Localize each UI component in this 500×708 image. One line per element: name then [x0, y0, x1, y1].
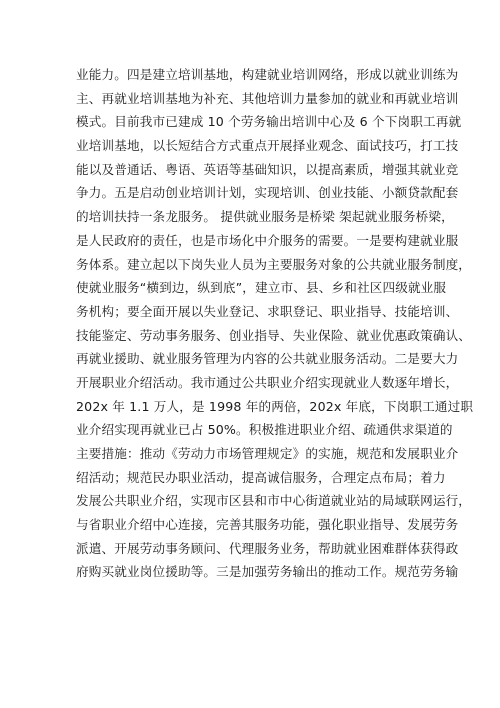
text-line: 的培训扶持一条龙服务。 提供就业服务是桥梁 架起就业服务桥梁， — [76, 209, 454, 225]
text-line: 业介绍实现再就业已占 50%。积极推进职业介绍、疏通供求渠道的 — [76, 422, 453, 438]
text-line: 开展职业介绍活动。我市通过公共职业介绍实现就业人数逐年增长， — [76, 374, 459, 390]
text-line: 主、再就业培训基地为补充、其他培训力量参加的就业和再就业培训 — [76, 90, 459, 106]
text-line: 主要措施：推动《劳动力市场管理规定》的实施，规范和发展职业介 — [76, 446, 459, 461]
text-line: 能以及普通话、粤语、英语等基础知识，以提高素质，增强其就业竞 — [76, 161, 459, 177]
text-line: 务机构；要全面开展以失业登记、求职登记、职业指导、技能培训、 — [76, 303, 459, 319]
text-line: 再就业援助、就业服务管理为内容的公共就业服务活动。二是要大力 — [76, 351, 459, 367]
body-text — [76, 63, 474, 584]
text-line: 技能鉴定、劳动事务服务、创业指导、失业保险、就业优惠政策确认、 — [76, 327, 472, 343]
text-line: 争力。五是启动创业培训计划，实现培训、创业技能、小额贷款配套 — [76, 185, 459, 201]
text-line: 使就业服务“横到边，纵到底”，建立市、县、乡和社区四级就业服 — [76, 280, 447, 296]
text-line: 202x 年 1.1 万人，是 1998 年的两倍，202x 年底，下岗职工通过职 — [76, 398, 474, 414]
text-line: 府购买就业岗位援助等。三是加强劳务输出的推动工作。规范劳务输 — [76, 564, 459, 580]
text-line: 发展公共职业介绍，实现市区县和市中心街道就业站的局域联网运行， — [76, 493, 472, 509]
text-line: 是人民政府的责任，也是市场化中介服务的需要。一是要构建就业服 — [76, 232, 459, 248]
text-line: 模式。目前我市已建成 10 个劳务输出培训中心及 6 个下岗职工再就 — [76, 114, 462, 130]
text-line: 与省职业介绍中心连接，完善其服务功能，强化职业指导、发展劳务 — [76, 517, 459, 533]
text-line: 业培训基地，以长短结合方式重点开展择业观念、面试技巧，打工技 — [76, 138, 459, 154]
text-line: 务体系。建立起以下岗失业人员为主要服务对象的公共就业服务制度， — [76, 256, 472, 272]
text-line: 绍活动；规范民办职业活动，提高诚信服务，合理定点布局；着力 — [76, 469, 446, 485]
text-line: 派遣、开展劳动事务顾问、代理服务业务，帮助就业困难群体获得政 — [76, 540, 459, 556]
text-line: 业能力。四是建立培训基地，构建就业培训网络，形成以就业训练为 — [76, 67, 459, 82]
